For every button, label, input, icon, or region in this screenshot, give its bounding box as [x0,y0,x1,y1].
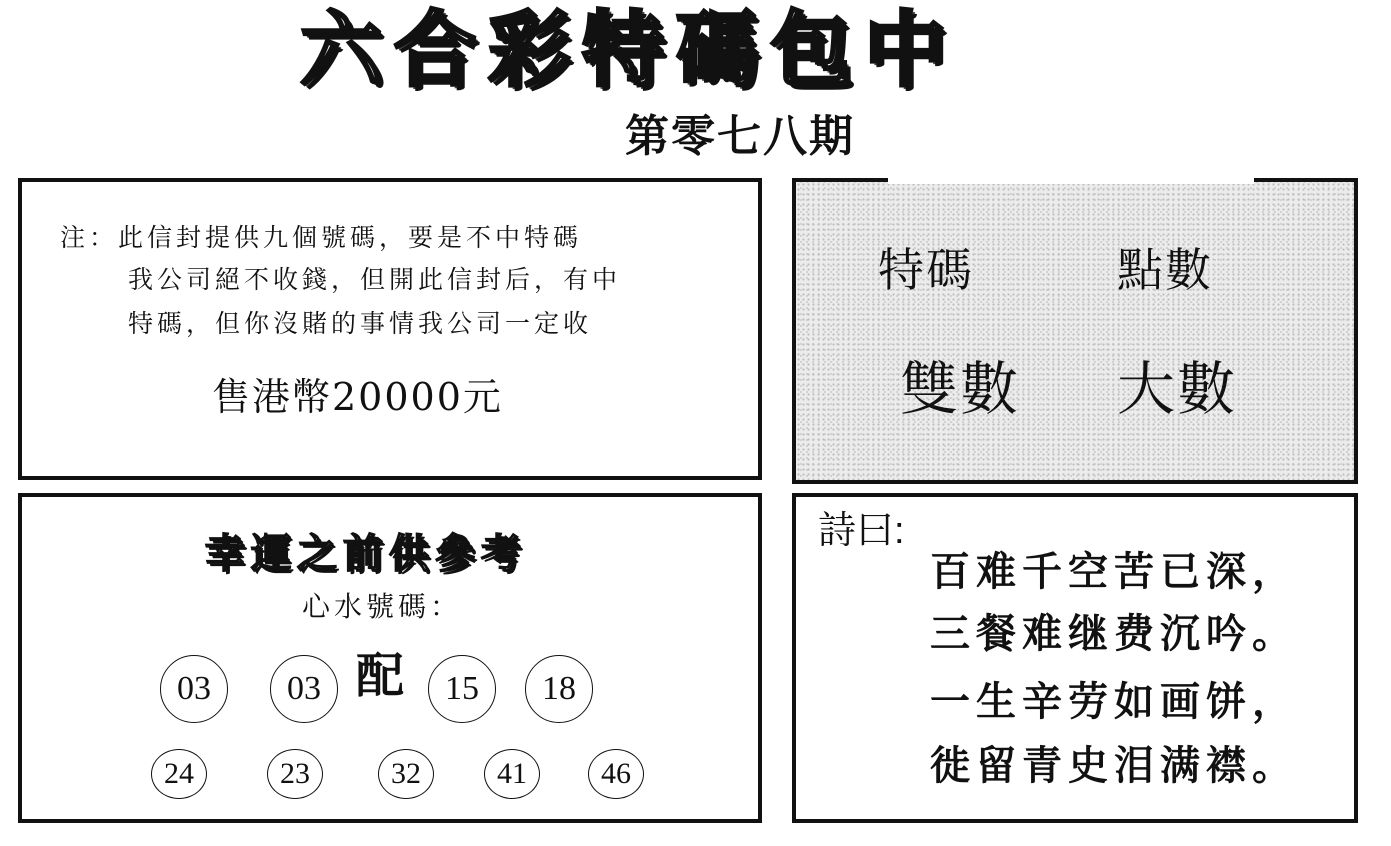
lucky-number: 41 [484,749,540,799]
poem-heading: 詩曰: [818,510,905,552]
lucky-number: 03 [270,655,338,723]
issue-number: 第零七八期 [625,111,855,162]
note-line-3: 特碼，但你沒賭的事情我公司一定收 [128,309,593,338]
page-title: 六合彩特碼包中 [300,2,959,98]
price-text: 售港幣20000元 [212,375,503,419]
lucky-number: 23 [267,749,323,799]
lucky-number: 03 [160,655,228,723]
note-line-1: 注：此信封提供九個號碼，要是不中特碼 [60,223,583,252]
hint-label-tema: 特碼 [878,243,974,297]
lucky-number: 46 [588,749,644,799]
poem-line-3: 一生辛劳如画饼， [930,678,1298,725]
lucky-number: 32 [378,749,434,799]
note-line-2: 我公司絕不收錢，但開此信封后，有中 [128,265,622,294]
lucky-title: 幸運之前供參考 [205,530,527,577]
hint-value-parity: 雙數 [900,355,1021,423]
hint-box-gap [888,174,1254,184]
lucky-number: 18 [525,655,593,723]
hint-label-dianshu: 點數 [1117,243,1213,297]
poem-line-4: 徙留青史泪满襟。 [930,742,1298,789]
lucky-number: 24 [151,749,207,799]
pair-label: 配 [356,648,405,704]
lucky-number: 15 [428,655,496,723]
hint-box [792,178,1358,484]
hint-value-size: 大數 [1117,355,1238,423]
lucky-subtitle: 心水號碼： [302,590,463,623]
poem-line-1: 百难千空苦已深， [930,548,1298,595]
poem-line-2: 三餐难继费沉吟。 [930,610,1298,657]
